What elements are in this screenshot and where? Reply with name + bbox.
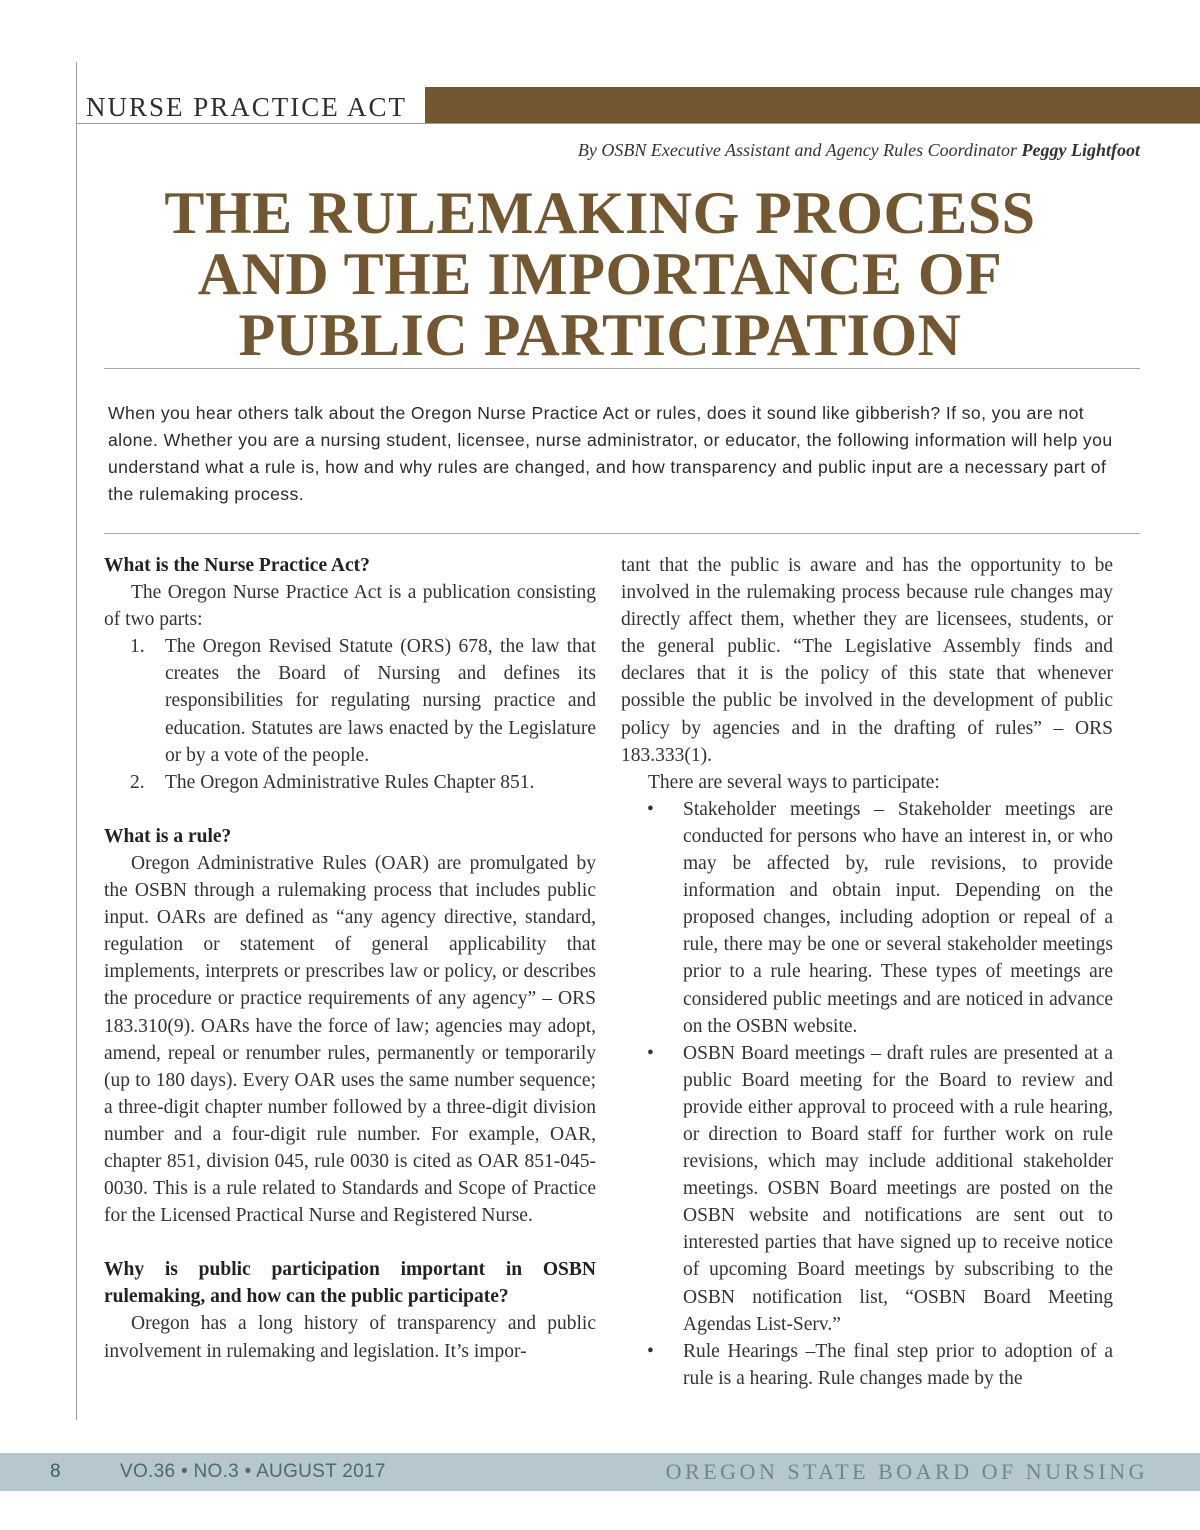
bullet: • — [647, 1340, 654, 1362]
list-number: 1. — [130, 636, 145, 658]
list-item — [104, 769, 596, 796]
intro-paragraph: When you hear others talk about the Oregon Nurse Practice Act or rules, does it sound like gibberish? If so, you are not alone. Whether you are a nursing student, licensee, nurse administrator, or educator, the following information will help you understand what a rule is, how and why rules are changed, and how transparency and public input are a necessary part of the rulemaking process. — [108, 403, 1113, 504]
list-item-text: Stakeholder meetings – Stakeholder meetings are conducted for persons who have an interest in, or who may be affected by, rule revisions, to provide information and obtain input. Depending on the proposed changes, including adoption or repeal of a rule, there may be one or several stakeholder meetings prior to a rule hearing. These types of meetings are considered public meetings and are noticed in advance on the OSBN website. — [683, 798, 1113, 1037]
paragraph-public-awareness: tant that the public is aware and has the opportunity to be involved in the rulemaking process because rule changes may directly affect them, whether they are licensees, students, or the general public. “The Legislative Assembly finds and declares that it is the policy of this state that whenever possible the public be involved in the development of public policy by agencies and in the drafting of rules” – ORS 183.333(1). — [621, 555, 1113, 766]
page-number: 8 — [50, 1461, 61, 1482]
list-item — [621, 1338, 1113, 1392]
heading-what-is-rule: What is a rule? — [104, 825, 232, 847]
list-item-text: OSBN Board meetings – draft rules are presented at a public Board meeting for the Board to review and provide either approval to proceed with a rule hearing, or direction to Board staff for further work on rule revisions, which may include additional stakeholder meetings. OSBN Board meetings are posted on the OSBN website and notifications are sent out to interested parties that have signed up to receive notice of upcoming Board meetings by subscribing to the OSBN notification list, “OSBN Board Meeting Agendas List-Serv.” — [683, 1042, 1113, 1335]
heading-public-participation: Why is public participation important in OSBN rulemaking, and how can the public participate? — [104, 1259, 596, 1308]
organization-name: OREGON STATE BOARD OF NURSING — [665, 1459, 1148, 1484]
issue-info: VO.36 • NO.3 • AUGUST 2017 — [120, 1461, 386, 1482]
title-divider — [104, 368, 1140, 369]
paragraph-rule-definition: Oregon Administrative Rules (OAR) are promulgated by the OSBN through a rulemaking process that includes public input. OARs are defined as “any agency directive, standard, regulation or statement of general applicability that implements, interprets or prescribes law or policy, or describes the procedure or practice requirements of any agency” – ORS 183.310(9). OARs have the force of law; agencies may adopt, amend, repeal or renumber rules, permanently or temporarily (up to 180 days). Every OAR uses the same number sequence; a three-digit chapter number followed by a three-digit division number and a four-digit rule number. For example, OAR, chapter 851, division 045, rule 0030 is cited as OAR 851-045-0030. This is a rule related to Standards and Scope of Practice for the Licensed Practical Nurse and Registered Nurse. — [104, 852, 596, 1227]
list-item — [621, 1040, 1113, 1338]
paragraph-npa-intro: The Oregon Nurse Practice Act is a publication consisting of two parts: — [104, 582, 596, 631]
right-column — [621, 552, 1113, 1392]
left-column — [104, 552, 596, 1365]
bullet: • — [647, 798, 654, 820]
participation-list — [621, 796, 1113, 1392]
npa-parts-list — [104, 633, 596, 796]
title-line-3: PUBLIC PARTICIPATION — [238, 302, 962, 368]
list-item — [621, 796, 1113, 1040]
list-item-text: The Oregon Administrative Rules Chapter 851. — [165, 771, 535, 793]
byline-prefix: By OSBN Executive Assistant and Agency Rules Coordinator — [577, 140, 1018, 160]
title-line-1: THE RULEMAKING PROCESS — [164, 180, 1036, 246]
list-number: 2. — [130, 771, 145, 793]
bullet: • — [647, 1042, 654, 1064]
intro-divider — [104, 533, 1140, 534]
list-item — [104, 633, 596, 768]
article-title — [80, 180, 1120, 368]
list-item-text: Rule Hearings –The final step prior to adoption of a rule is a hearing. Rule changes made by the — [683, 1340, 1113, 1389]
byline-author: Peggy Lightfoot — [1021, 140, 1140, 160]
section-header-bar — [425, 87, 1200, 123]
paragraph-ways-to-participate: There are several ways to participate: — [648, 771, 940, 793]
section-header-rule — [76, 123, 1200, 124]
paragraph-oregon-history: Oregon has a long history of transparency and public involvement in rulemaking and legislation. It’s impor- — [104, 1313, 596, 1362]
list-item-text: The Oregon Revised Statute (ORS) 678, the law that creates the Board of Nursing and defines its responsibilities for regulating nursing practice and education. Statutes are laws enacted by the Legislature or by a vote of the people. — [165, 636, 596, 766]
heading-nurse-practice-act: What is the Nurse Practice Act? — [104, 555, 370, 576]
left-margin-line — [76, 62, 77, 1420]
byline — [578, 140, 1140, 161]
title-line-2: AND THE IMPORTANCE OF — [197, 241, 1003, 307]
section-label: NURSE PRACTICE ACT — [86, 92, 408, 122]
